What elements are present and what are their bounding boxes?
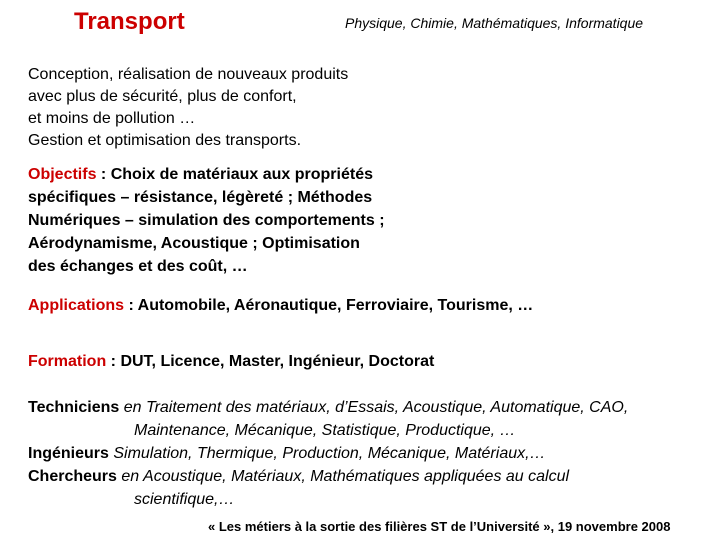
disciplines-subtitle: Physique, Chimie, Mathématiques, Informatique — [345, 15, 644, 31]
techniciens-line — [28, 396, 628, 419]
objectifs-text: : Choix de matériaux aux propriétés — [96, 166, 373, 183]
careers-section — [28, 396, 628, 511]
intro-paragraph — [28, 64, 348, 152]
chercheurs-line — [28, 465, 628, 488]
ingenieurs-line — [28, 442, 628, 465]
ingenieurs-text: Simulation, Thermique, Production, Mécanique, Matériaux,… — [108, 445, 546, 462]
formation-label: Formation — [28, 353, 107, 370]
objectifs-line: spécifiques – résistance, légèreté ; Méthodes — [28, 189, 373, 206]
objectifs-line: Numériques – simulation des comportements ; — [28, 212, 385, 229]
footer-caption: « Les métiers à la sortie des filières ST de l’Université », 19 novembre 2008 — [208, 519, 671, 534]
intro-line: Gestion et optimisation des transports. — [28, 132, 302, 149]
objectifs-section — [28, 163, 385, 278]
intro-line: avec plus de sécurité, plus de confort, — [28, 88, 297, 105]
applications-label: Applications — [28, 297, 125, 314]
chercheurs-continuation: scientifique,… — [134, 491, 235, 508]
objectifs-label: Objectifs — [28, 166, 97, 183]
chercheurs-label: Chercheurs — [28, 468, 117, 485]
intro-line: Conception, réalisation de nouveaux produits — [28, 66, 349, 83]
chercheurs-text: en Acoustique, Matériaux, Mathématiques appliquées au calcul — [116, 468, 570, 485]
intro-line: et moins de pollution … — [28, 110, 196, 127]
objectifs-first-line — [28, 163, 385, 186]
techniciens-label: Techniciens — [28, 399, 120, 416]
objectifs-line: Aérodynamisme, Acoustique ; Optimisation — [28, 235, 360, 252]
applications-section — [28, 297, 533, 315]
formation-text: : DUT, Licence, Master, Ingénieur, Doctorat — [106, 353, 435, 370]
page-title: Transport — [74, 8, 185, 35]
applications-text: : Automobile, Aéronautique, Ferroviaire, Tourisme, … — [124, 297, 534, 314]
techniciens-text: en Traitement des matériaux, d’Essais, Acoustique, Automatique, CAO, — [119, 399, 629, 416]
techniciens-continuation: Maintenance, Mécanique, Statistique, Productique, … — [134, 422, 516, 439]
ingenieurs-label: Ingénieurs — [28, 445, 109, 462]
objectifs-line: des échanges et des coût, … — [28, 258, 248, 275]
formation-section — [28, 353, 434, 371]
